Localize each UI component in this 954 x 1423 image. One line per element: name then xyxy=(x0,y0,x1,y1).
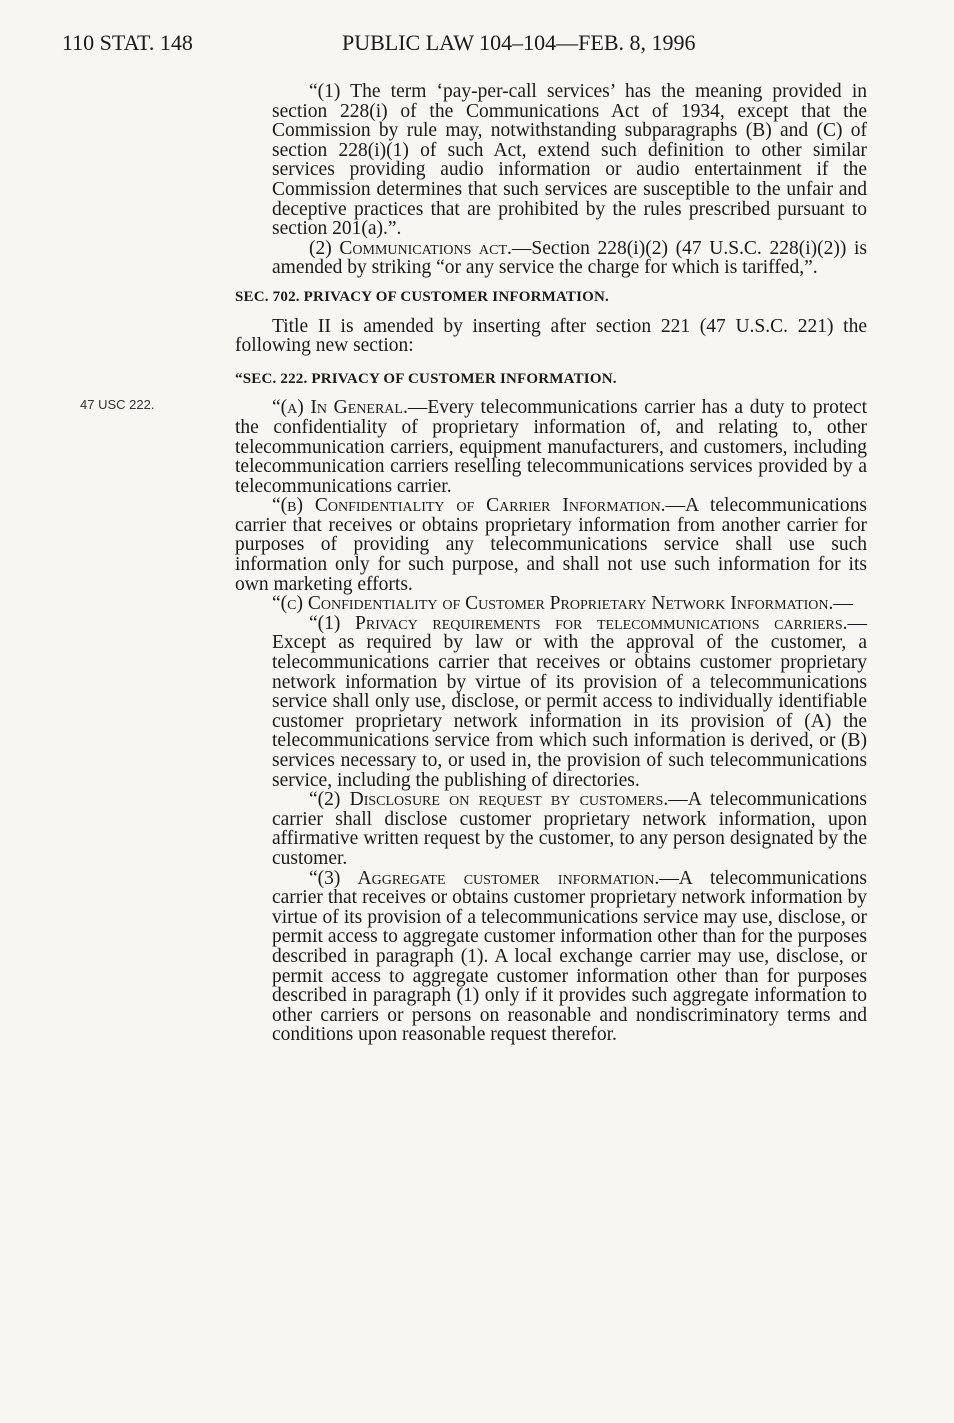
subsection-c: “(c) Confidentiality of Customer Proprietary Network Information.— xyxy=(272,593,853,615)
statute-page-number: 110 STAT. 148 xyxy=(62,30,193,55)
paragraph-1: “(1) The term ‘pay-per-call services’ has the meaning provided in section 228(i) of the Communications Act of 1934, except that the Commission by rule may, notwithstanding subparagraphs (B) and (C) of section 228(i)(1) of such Act, extend such definition to other similar services providing audio information or audio entertainment if the Commission determines that such services are susceptible to the unfair and deceptive practices that are prohibited by the rules prescribed pursuant to section 201(a).”. xyxy=(272,81,867,240)
section-702-heading: SEC. 702. PRIVACY OF CUSTOMER INFORMATION. xyxy=(235,288,609,305)
public-law-title: PUBLIC LAW 104–104—FEB. 8, 1996 xyxy=(342,30,696,55)
paragraph-c2: “(2) Disclosure on request by customers.—A telecommunications carrier shall disclose customer proprietary network information, upon affirmative written request by the customer, to any person designated by the customer. xyxy=(272,789,867,869)
paragraph-c1: “(1) Privacy requirements for telecommunications carriers.—Except as required by law or with the approval of the customer, a telecommunications carrier that receives or obtains customer proprietary network information by virtue of its provision of a telecommunications service shall only use, disclose, or permit access to individually identifiable customer proprietary network information in its provision of (A) the telecommunications service from which such information is derived, or (B) services necessary to, or used in, the provision of such telecommunications service, including the publishing of directories. xyxy=(272,612,867,791)
paragraph-title-ii: Title II is amended by inserting after section 221 (47 U.S.C. 221) the following new section: xyxy=(235,315,867,357)
paragraph-2: (2) Communications act.—Section 228(i)(2) (47 U.S.C. 228(i)(2)) is amended by striking “or any service the charge for which is tariffed,”. xyxy=(272,237,867,279)
subsection-b: “(b) Confidentiality of Carrier Information.—A telecommunications carrier that receives or obtains proprietary information from another carrier for purposes of providing any telecommunications service shall use such information only for such purpose, and shall not use such information for its own marketing efforts. xyxy=(235,495,867,595)
paragraph-c3: “(3) Aggregate customer information.—A telecommunications carrier that receives or obtains customer proprietary network information by virtue of its provision of a telecommunications service may use, disclose, or permit access to aggregate customer information other than for the purposes described in paragraph (1). A local exchange carrier may use, disclose, or permit access to aggregate customer information other than for purposes described in paragraph (1) only if it provides such aggregate information to other carriers or persons on reasonable and nondiscriminatory terms and conditions upon reasonable request therefor. xyxy=(272,867,867,1046)
page-header xyxy=(62,30,762,56)
body-text xyxy=(235,82,867,1045)
section-222-heading: “SEC. 222. PRIVACY OF CUSTOMER INFORMATION. xyxy=(235,370,617,387)
subsection-a: “(a) In General.—Every telecommunications carrier has a duty to protect the confidentiality of proprietary information of, and relating to, other telecommunication carriers, equipment manufacturers, and customers, including telecommunication carriers reselling telecommunications services provided by a telecommunications carrier. xyxy=(235,397,867,497)
margin-citation: 47 USC 222. xyxy=(80,397,155,412)
